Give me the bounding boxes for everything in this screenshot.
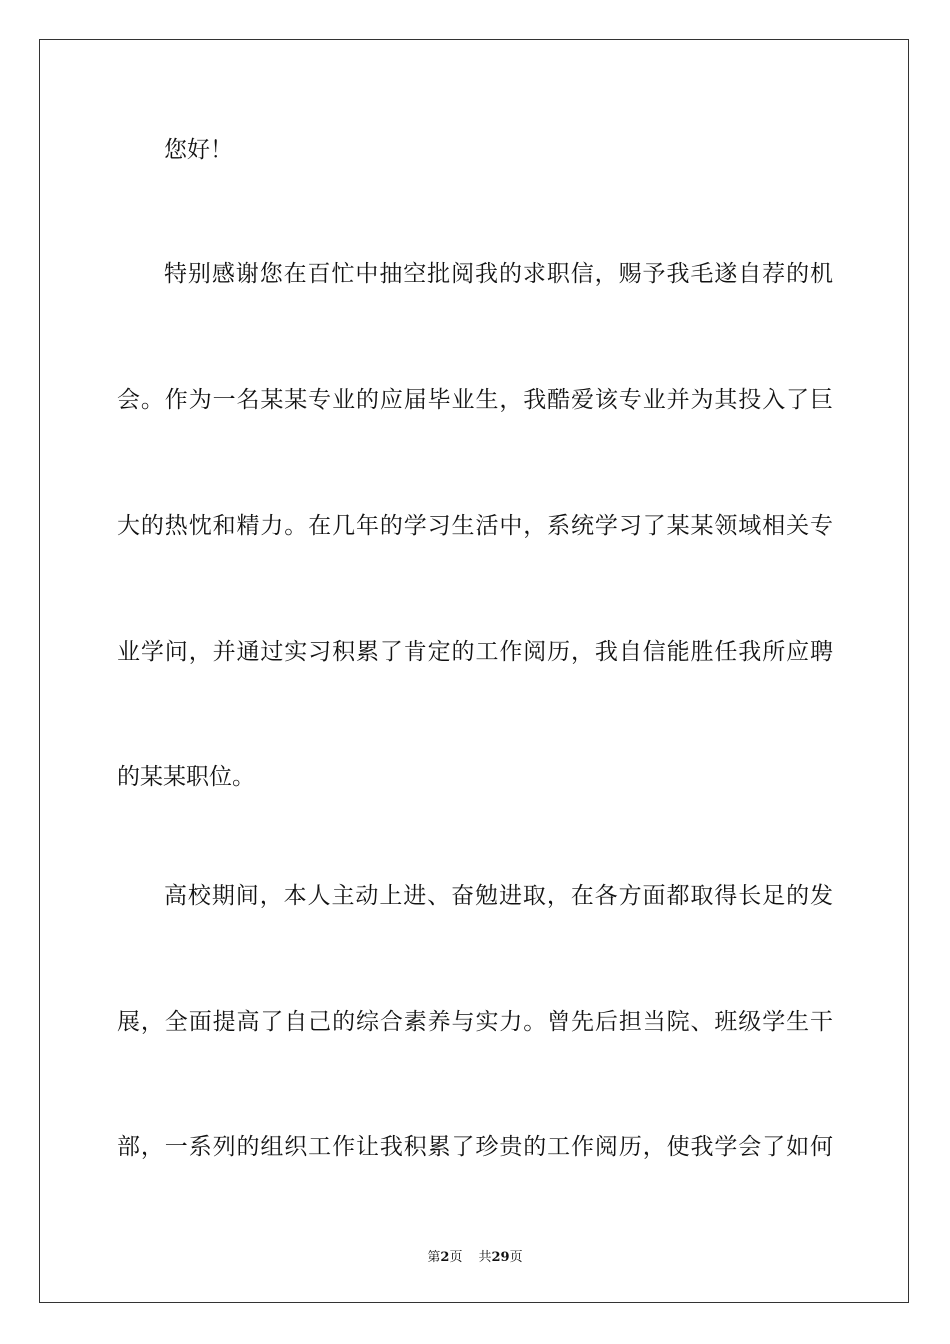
paragraph-line: 部，一系列的组织工作让我积累了珍贵的工作阅历，使我学会了如何	[117, 1134, 833, 1160]
paragraph-line: 高校期间，本人主动上进、奋勉进取，在各方面都取得长足的发	[164, 883, 833, 909]
paragraph-line: 特别感谢您在百忙中抽空批阅我的求职信，赐予我毛遂自荐的机	[164, 261, 833, 287]
paragraph-line: 的某某职位。	[117, 764, 255, 790]
page-footer	[0, 1246, 950, 1265]
page-border	[39, 39, 909, 1303]
paragraph-line: 会。作为一名某某专业的应届毕业生，我酷爱该专业并为其投入了巨	[117, 387, 833, 413]
paragraph-line: 展，全面提高了自己的综合素养与实力。曾先后担当院、班级学生干	[117, 1009, 833, 1035]
page-number: 2	[440, 1250, 450, 1265]
page-suffix: 页	[449, 1250, 463, 1265]
paragraph-line: 业学问，并通过实习积累了肯定的工作阅历，我自信能胜任我所应聘	[117, 639, 833, 665]
total-prefix: 共	[478, 1250, 492, 1265]
total-suffix: 页	[509, 1250, 523, 1265]
total-pages: 29	[491, 1250, 510, 1265]
page-prefix: 第	[427, 1250, 441, 1265]
greeting: 您好！	[164, 137, 233, 163]
paragraph-line: 大的热忱和精力。在几年的学习生活中，系统学习了某某领域相关专	[117, 513, 833, 539]
